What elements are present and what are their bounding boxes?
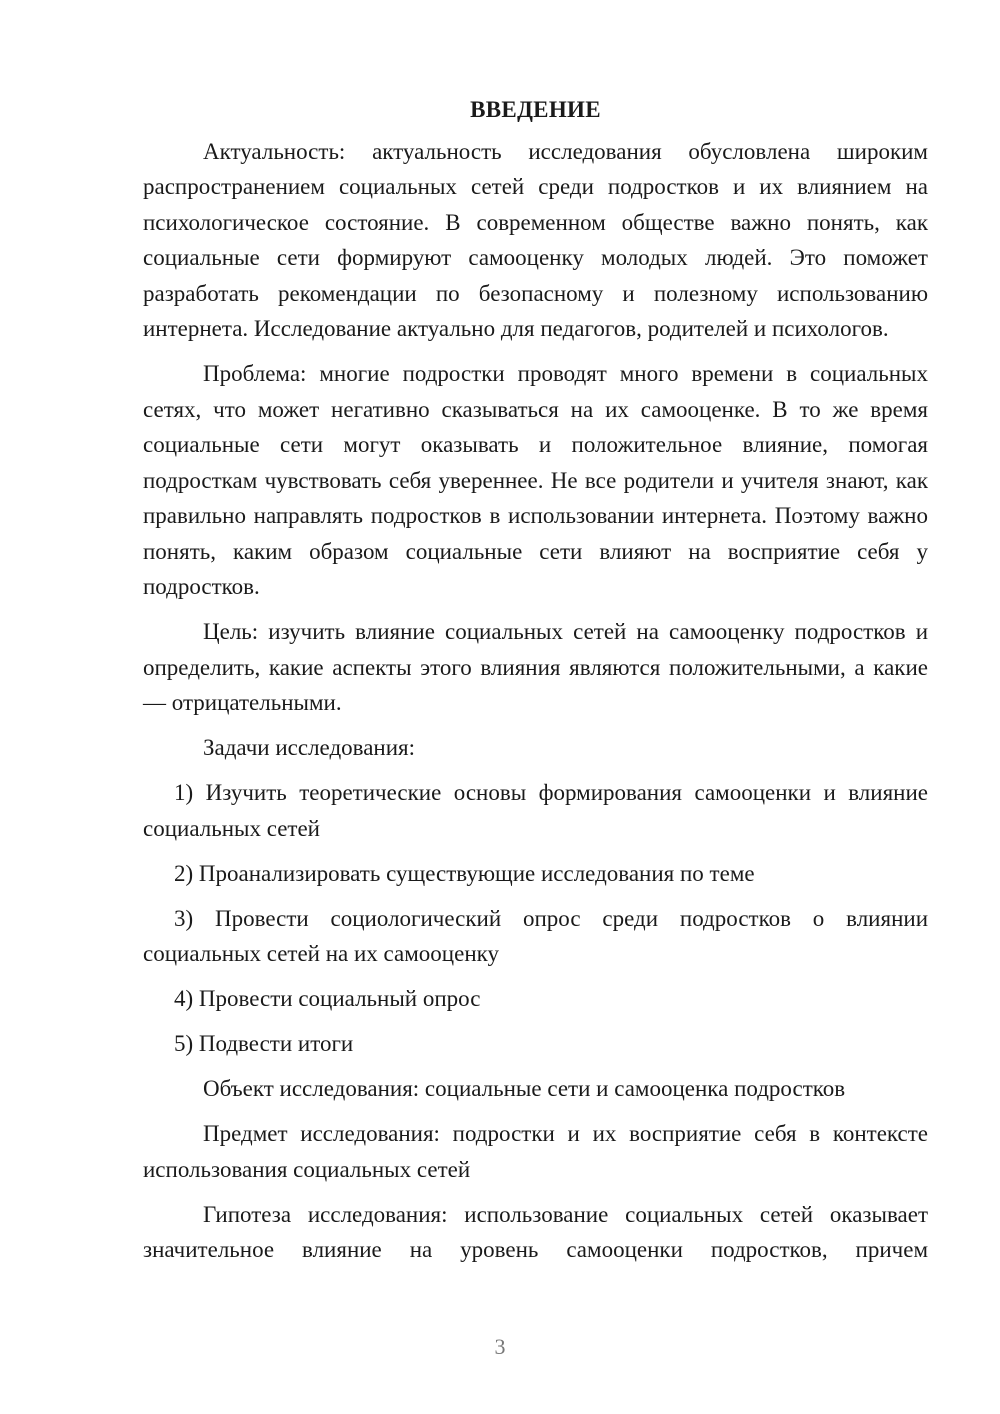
task-item-5: 5) Подвести итоги bbox=[174, 1031, 354, 1056]
problem-paragraph: Проблема: многие подростки проводят много времени в социальных сетях, что может негативно сказываться на их самооценке. В то же время социальные сети могут оказывать и положительное влияние, помогая подросткам чувствовать себя увереннее. Не все родители и учителя знают, как правильно направлять подростков в использовании интернета. Поэтому важно понять, каким образом социальные сети влияют на восприятие себя у подростков. bbox=[143, 361, 928, 599]
hypothesis-paragraph: Гипотеза исследования: использование социальных сетей оказывает значительное влияние на уровень самооценки подростков, причем bbox=[143, 1201, 928, 1262]
object-paragraph: Объект исследования: социальные сети и самооценка подростков bbox=[203, 1076, 846, 1101]
section-heading: ВВЕДЕНИЕ bbox=[470, 97, 601, 122]
subject-paragraph: Предмет исследования: подростки и их восприятие себя в контексте использования социальных сетей bbox=[143, 1121, 928, 1182]
task-item-2: 2) Проанализировать существующие исследования по теме bbox=[174, 860, 755, 886]
goal-paragraph: Цель: изучить влияние социальных сетей на самооценку подростков и определить, какие аспекты этого влияния являются положительными, а какие — отрицательными. bbox=[143, 619, 928, 715]
page-number: 3 bbox=[494, 1334, 506, 1359]
tasks-title: Задачи исследования: bbox=[203, 735, 416, 760]
page-content bbox=[143, 92, 928, 1277]
task-item-3: 3) Провести социологический опрос среди подростков о влиянии социальных сетей на их самооценку bbox=[143, 905, 928, 966]
task-item-4: 4) Провести социальный опрос bbox=[174, 986, 481, 1011]
relevance-paragraph: Актуальность: актуальность исследования обусловлена широким распространением социальных сетей среди подростков и их влиянием на психологическое состояние. В современном обществе важно понять, как социальные сети формируют самооценку молодых людей. Это поможет разработать рекомендации по безопасному и полезному использованию интернета. Исследование актуально для педагогов, родителей и психологов. bbox=[143, 138, 928, 341]
task-item-1: 1) Изучить теоретические основы формирования самооценки и влияние социальных сетей bbox=[143, 780, 928, 841]
